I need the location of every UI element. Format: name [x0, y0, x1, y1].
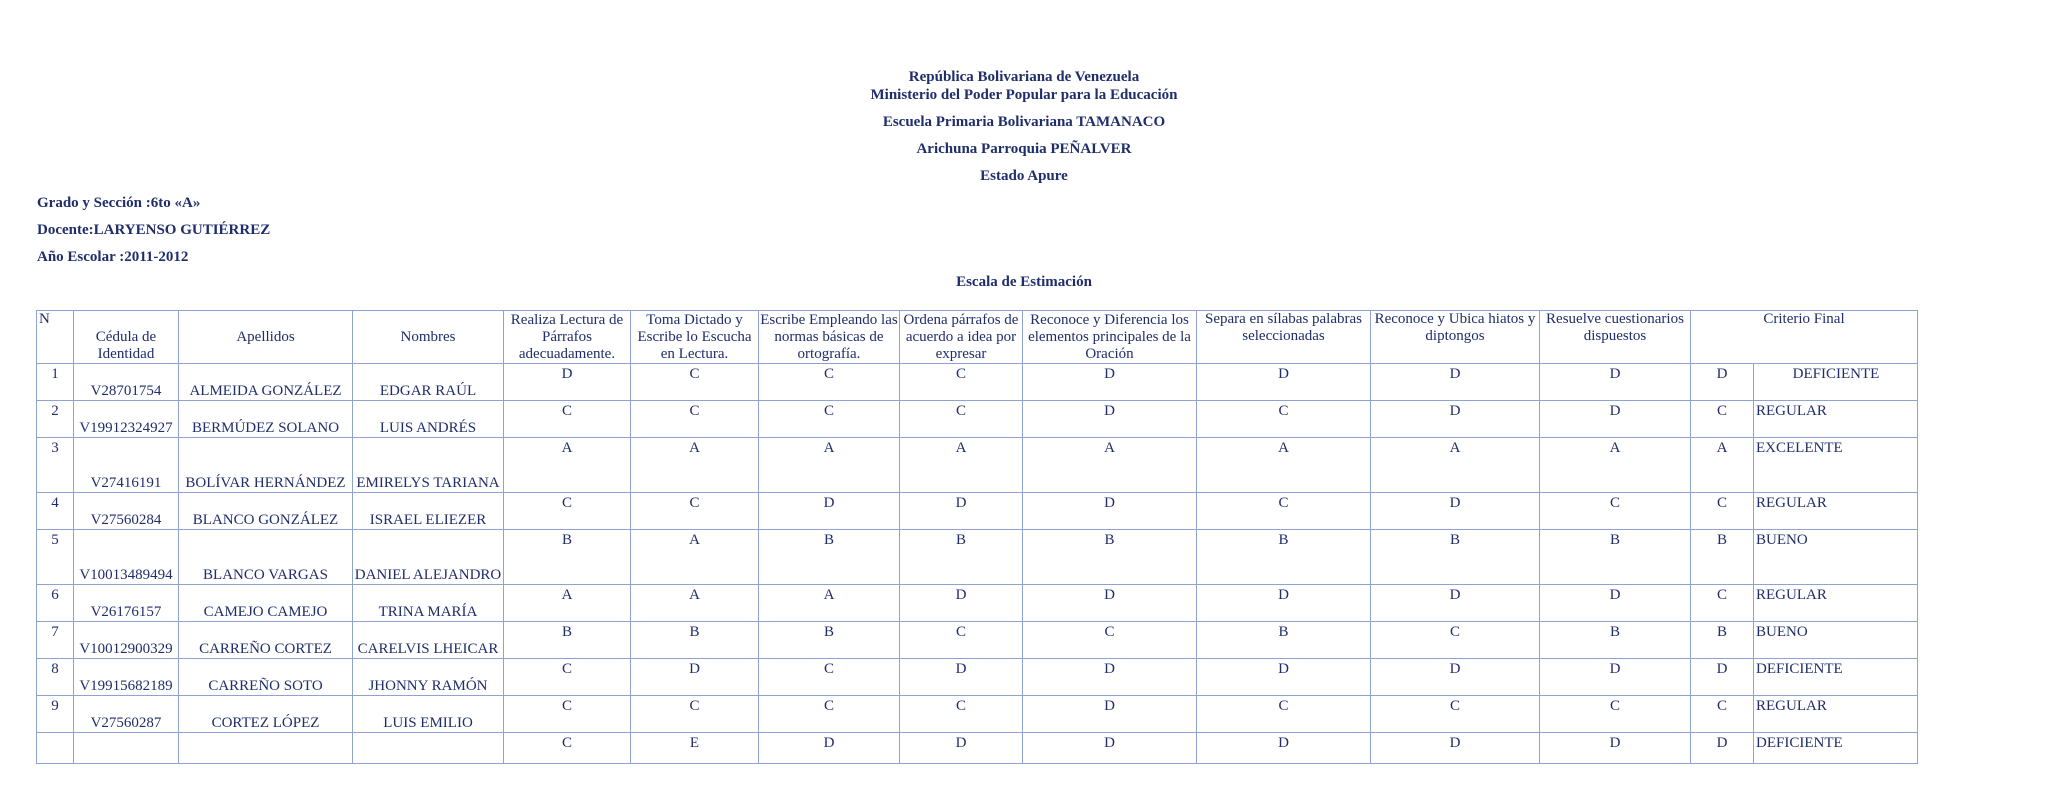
- cell-grade-silabas: A: [1197, 438, 1371, 493]
- cell-grade-ortografia: C: [759, 696, 900, 733]
- cell-cedula: V27560287: [74, 696, 179, 733]
- col-header-cedula: Cédula de Identidad: [74, 311, 179, 364]
- table-row: [37, 622, 1918, 659]
- cell-grade-hiatos: C: [1371, 622, 1540, 659]
- cell-grade-dictado: C: [631, 696, 759, 733]
- cell-grade-lectura: B: [504, 622, 631, 659]
- cell-cedula: [74, 733, 179, 764]
- cell-grade-dictado: E: [631, 733, 759, 764]
- cell-grade-cuestionarios: D: [1540, 659, 1691, 696]
- cell-final-letter: C: [1691, 401, 1754, 438]
- col-header-silabas: Separa en sílabas palabras seleccionadas: [1197, 311, 1371, 364]
- cell-nombres: LUIS EMILIO: [353, 696, 504, 733]
- cell-grade-dictado: B: [631, 622, 759, 659]
- cell-nombres: [353, 733, 504, 764]
- cell-grade-lectura: C: [504, 401, 631, 438]
- table-row: [37, 659, 1918, 696]
- cell-grade-parrafos: D: [900, 733, 1023, 764]
- table-body: [37, 364, 1918, 764]
- cell-nombres: JHONNY RAMÓN: [353, 659, 504, 696]
- cell-grade-hiatos: D: [1371, 585, 1540, 622]
- cell-nombres: TRINA MARÍA: [353, 585, 504, 622]
- cell-apellidos: BOLÍVAR HERNÁNDEZ: [179, 438, 353, 493]
- col-header-criterio-final: Criterio Final: [1691, 311, 1918, 364]
- cell-grade-hiatos: A: [1371, 438, 1540, 493]
- cell-grade-parrafos: B: [900, 530, 1023, 585]
- table-title: Escala de Estimación: [956, 274, 1092, 290]
- cell-grade-ortografia: A: [759, 438, 900, 493]
- cell-grade-dictado: A: [631, 585, 759, 622]
- cell-grade-oracion: C: [1023, 622, 1197, 659]
- school-year: Año Escolar :2011-2012: [37, 249, 189, 265]
- cell-grade-ortografia: C: [759, 659, 900, 696]
- cell-grade-cuestionarios: D: [1540, 585, 1691, 622]
- cell-grade-oracion: D: [1023, 401, 1197, 438]
- cell-apellidos: CAMEJO CAMEJO: [179, 585, 353, 622]
- header-parish: Arichuna Parroquia PEÑALVER: [916, 141, 1132, 157]
- cell-apellidos: BLANCO VARGAS: [179, 530, 353, 585]
- cell-grade-hiatos: D: [1371, 493, 1540, 530]
- cell-final-label: DEFICIENTE: [1754, 659, 1918, 696]
- cell-grade-oracion: B: [1023, 530, 1197, 585]
- cell-grade-ortografia: A: [759, 585, 900, 622]
- cell-apellidos: BLANCO GONZÁLEZ: [179, 493, 353, 530]
- cell-grade-oracion: A: [1023, 438, 1197, 493]
- cell-final-letter: C: [1691, 493, 1754, 530]
- cell-grade-hiatos: B: [1371, 530, 1540, 585]
- table-row: [37, 696, 1918, 733]
- header-school: Escuela Primaria Bolivariana TAMANACO: [882, 114, 1166, 130]
- cell-final-letter: D: [1691, 659, 1754, 696]
- cell-n: [37, 733, 74, 764]
- cell-final-letter: D: [1691, 364, 1754, 401]
- cell-apellidos: CARREÑO SOTO: [179, 659, 353, 696]
- cell-grade-ortografia: C: [759, 401, 900, 438]
- cell-grade-silabas: C: [1197, 401, 1371, 438]
- cell-grade-hiatos: D: [1371, 733, 1540, 764]
- header-republic: República Bolivariana de Venezuela: [908, 69, 1140, 85]
- cell-final-label: REGULAR: [1754, 401, 1918, 438]
- cell-nombres: CARELVIS LHEICAR: [353, 622, 504, 659]
- cell-final-letter: D: [1691, 733, 1754, 764]
- cell-n: 9: [37, 696, 74, 733]
- cell-n: 2: [37, 401, 74, 438]
- cell-grade-silabas: C: [1197, 493, 1371, 530]
- cell-final-letter: B: [1691, 530, 1754, 585]
- col-header-parrafos: Ordena párrafos de acuerdo a idea por expresar: [900, 311, 1023, 364]
- col-header-oracion: Reconoce y Diferencia los elementos principales de la Oración: [1023, 311, 1197, 364]
- cell-grade-parrafos: D: [900, 659, 1023, 696]
- cell-grade-ortografia: C: [759, 364, 900, 401]
- cell-grade-hiatos: D: [1371, 401, 1540, 438]
- cell-grade-silabas: B: [1197, 622, 1371, 659]
- cell-grade-parrafos: D: [900, 585, 1023, 622]
- cell-final-letter: B: [1691, 622, 1754, 659]
- table-row: [37, 364, 1918, 401]
- cell-grade-parrafos: C: [900, 401, 1023, 438]
- table-row: [37, 493, 1918, 530]
- cell-final-label: REGULAR: [1754, 696, 1918, 733]
- col-header-nombres: Nombres: [353, 311, 504, 364]
- cell-grade-dictado: A: [631, 530, 759, 585]
- cell-grade-lectura: A: [504, 438, 631, 493]
- cell-grade-oracion: D: [1023, 585, 1197, 622]
- cell-nombres: LUIS ANDRÉS: [353, 401, 504, 438]
- col-header-ortografia: Escribe Empleando las normas básicas de ortografía.: [760, 311, 898, 362]
- cell-n: 5: [37, 530, 74, 585]
- col-header-cuestionarios: Resuelve cuestionarios dispuestos: [1540, 311, 1691, 364]
- col-header-dictado: Toma Dictado y Escribe lo Escucha en Lectura.: [631, 311, 759, 364]
- cell-grade-dictado: D: [631, 659, 759, 696]
- cell-grade-parrafos: C: [900, 696, 1023, 733]
- col-header-hiatos: Reconoce y Ubica hiatos y diptongos: [1371, 311, 1540, 364]
- cell-cedula: V26176157: [74, 585, 179, 622]
- teacher-name: Docente:LARYENSO GUTIÉRREZ: [37, 222, 271, 238]
- cell-grade-oracion: D: [1023, 696, 1197, 733]
- cell-apellidos: BERMÚDEZ SOLANO: [179, 401, 353, 438]
- cell-grade-dictado: A: [631, 438, 759, 493]
- cell-nombres: DANIEL ALEJANDRO: [353, 530, 504, 585]
- cell-grade-cuestionarios: C: [1540, 696, 1691, 733]
- cell-cedula: V28701754: [74, 364, 179, 401]
- cell-grade-lectura: C: [504, 733, 631, 764]
- cell-n: 1: [37, 364, 74, 401]
- cell-grade-ortografia: D: [759, 493, 900, 530]
- cell-grade-lectura: D: [504, 364, 631, 401]
- cell-grade-parrafos: D: [900, 493, 1023, 530]
- cell-final-label: BUENO: [1754, 622, 1918, 659]
- cell-grade-oracion: D: [1023, 733, 1197, 764]
- cell-final-label: BUENO: [1754, 530, 1918, 585]
- cell-apellidos: [179, 733, 353, 764]
- cell-grade-parrafos: C: [900, 622, 1023, 659]
- estimation-table: [36, 310, 1918, 764]
- cell-final-label: DEFICIENTE: [1754, 364, 1918, 401]
- cell-grade-silabas: D: [1197, 659, 1371, 696]
- cell-grade-cuestionarios: D: [1540, 401, 1691, 438]
- cell-grade-lectura: C: [504, 659, 631, 696]
- cell-grade-parrafos: A: [900, 438, 1023, 493]
- cell-grade-cuestionarios: C: [1540, 493, 1691, 530]
- cell-grade-hiatos: D: [1371, 364, 1540, 401]
- cell-grade-silabas: D: [1197, 364, 1371, 401]
- table-row: [37, 733, 1918, 764]
- cell-grade-dictado: C: [631, 364, 759, 401]
- header-ministry: Ministerio del Poder Popular para la Educación: [870, 87, 1178, 103]
- cell-final-label: DEFICIENTE: [1754, 733, 1918, 764]
- table-row: [37, 401, 1918, 438]
- cell-grade-cuestionarios: D: [1540, 364, 1691, 401]
- header-state: Estado Apure: [980, 168, 1068, 184]
- table-row: [37, 438, 1918, 493]
- cell-n: 4: [37, 493, 74, 530]
- cell-final-letter: C: [1691, 585, 1754, 622]
- cell-grade-silabas: B: [1197, 530, 1371, 585]
- cell-grade-parrafos: C: [900, 364, 1023, 401]
- cell-grade-oracion: D: [1023, 364, 1197, 401]
- cell-grade-cuestionarios: A: [1540, 438, 1691, 493]
- cell-grade-ortografia: B: [759, 530, 900, 585]
- cell-final-letter: C: [1691, 696, 1754, 733]
- table-row: [37, 585, 1918, 622]
- grade-section: Grado y Sección :6to «A»: [37, 195, 201, 211]
- col-header-lectura: Realiza Lectura de Párrafos adecuadamente.: [504, 311, 631, 364]
- cell-grade-silabas: D: [1197, 585, 1371, 622]
- cell-grade-ortografia: B: [759, 622, 900, 659]
- cell-cedula: V27416191: [74, 438, 179, 493]
- cell-cedula: V27560284: [74, 493, 179, 530]
- cell-grade-lectura: B: [504, 530, 631, 585]
- col-header-n: N: [37, 311, 74, 364]
- cell-n: 7: [37, 622, 74, 659]
- table-row: [37, 530, 1918, 585]
- cell-apellidos: CARREÑO CORTEZ: [179, 622, 353, 659]
- cell-grade-dictado: C: [631, 401, 759, 438]
- cell-final-letter: A: [1691, 438, 1754, 493]
- cell-final-label: REGULAR: [1754, 585, 1918, 622]
- cell-final-label: EXCELENTE: [1754, 438, 1918, 493]
- cell-apellidos: ALMEIDA GONZÁLEZ: [179, 364, 353, 401]
- cell-grade-silabas: C: [1197, 696, 1371, 733]
- cell-apellidos: CORTEZ LÓPEZ: [179, 696, 353, 733]
- cell-grade-lectura: C: [504, 493, 631, 530]
- cell-cedula: V10013489494: [74, 530, 179, 585]
- cell-grade-hiatos: D: [1371, 659, 1540, 696]
- cell-grade-hiatos: C: [1371, 696, 1540, 733]
- cell-grade-cuestionarios: D: [1540, 733, 1691, 764]
- cell-n: 8: [37, 659, 74, 696]
- cell-grade-ortografia: D: [759, 733, 900, 764]
- cell-cedula: V19912324927: [74, 401, 179, 438]
- cell-grade-cuestionarios: B: [1540, 622, 1691, 659]
- cell-grade-lectura: A: [504, 585, 631, 622]
- cell-final-label: REGULAR: [1754, 493, 1918, 530]
- cell-grade-silabas: D: [1197, 733, 1371, 764]
- cell-nombres: ISRAEL ELIEZER: [353, 493, 504, 530]
- col-header-apellidos: Apellidos: [179, 311, 353, 364]
- cell-grade-oracion: D: [1023, 493, 1197, 530]
- cell-grade-dictado: C: [631, 493, 759, 530]
- table-header-row: [37, 311, 1918, 364]
- cell-nombres: EMIRELYS TARIANA: [353, 438, 504, 493]
- cell-n: 6: [37, 585, 74, 622]
- institution-header: [0, 68, 2048, 185]
- cell-cedula: V19915682189: [74, 659, 179, 696]
- cell-grade-cuestionarios: B: [1540, 530, 1691, 585]
- cell-nombres: EDGAR RAÚL: [353, 364, 504, 401]
- cell-n: 3: [37, 438, 74, 493]
- cell-cedula: V10012900329: [74, 622, 179, 659]
- cell-grade-lectura: C: [504, 696, 631, 733]
- cell-grade-oracion: D: [1023, 659, 1197, 696]
